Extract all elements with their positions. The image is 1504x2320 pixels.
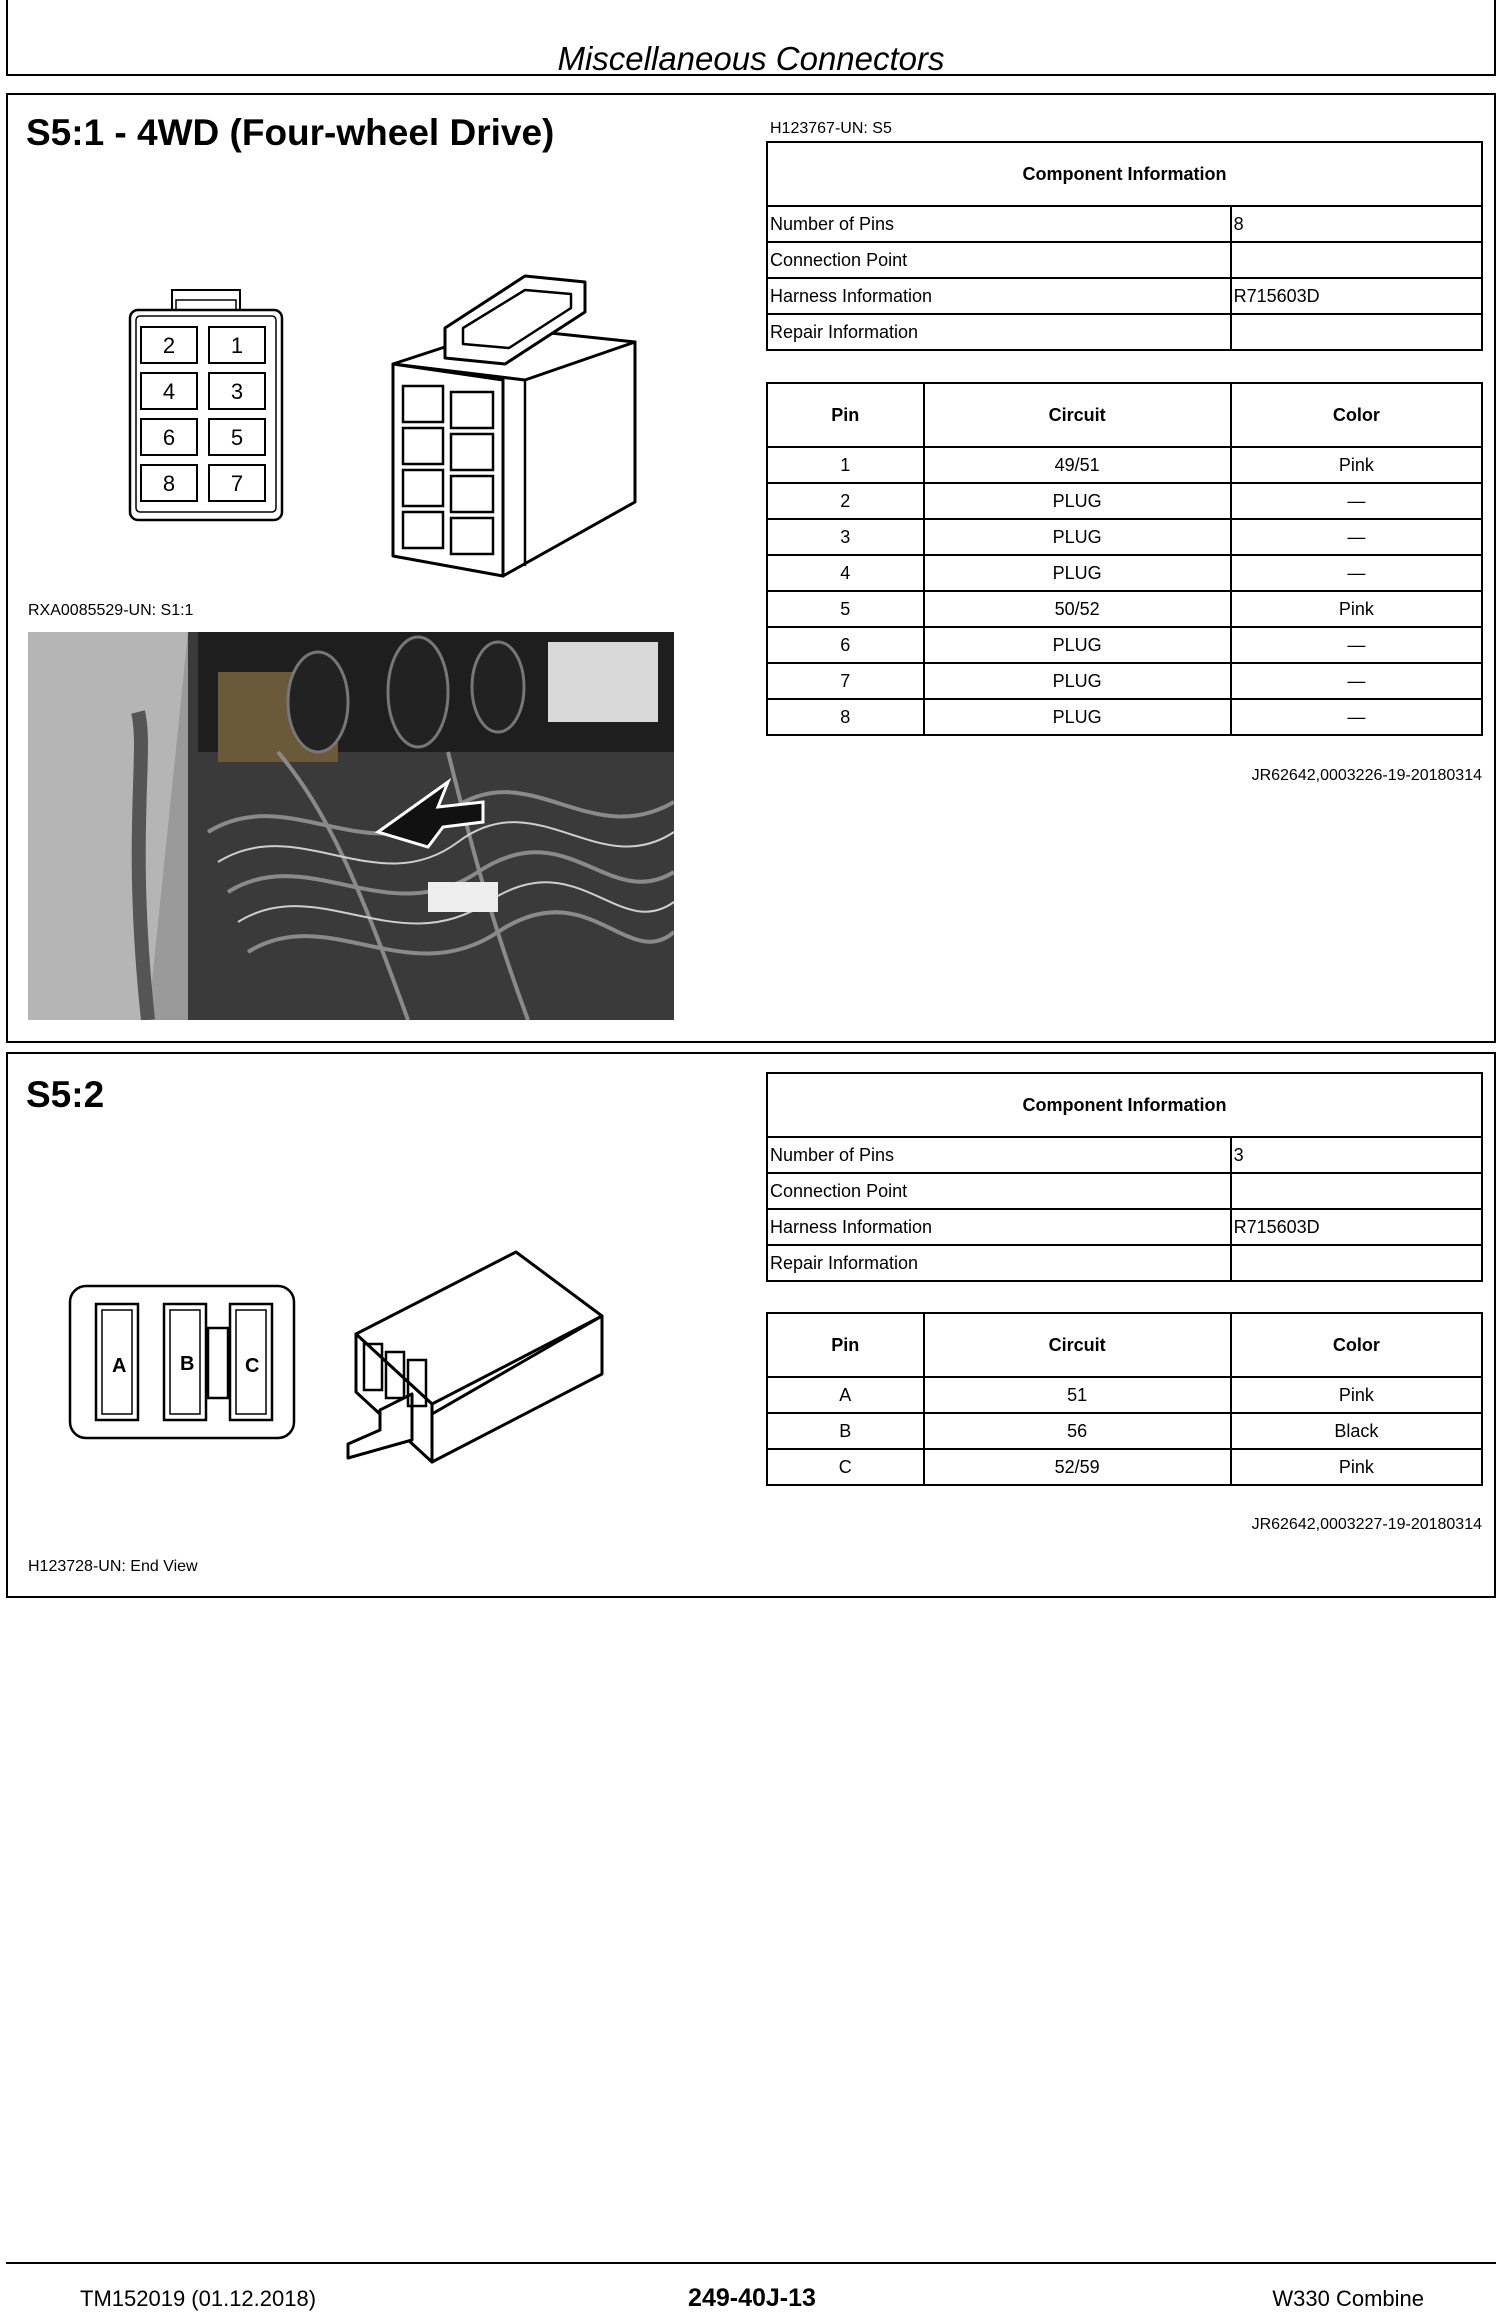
image-caption: H123728-UN: End View <box>28 1558 198 1575</box>
info-value: 8 <box>1231 206 1482 242</box>
component-info-table <box>766 141 1483 351</box>
circuit-cell: 49/51 <box>924 447 1231 483</box>
info-value: R715603D <box>1231 1209 1482 1245</box>
color-cell: — <box>1231 555 1482 591</box>
pin-grid <box>140 326 270 502</box>
circuit-cell: 52/59 <box>924 1449 1231 1485</box>
photo-caption: RXA0085529-UN: S1:1 <box>28 602 194 619</box>
circuit-column-header: Circuit <box>924 383 1231 447</box>
component-info-header: Component Information <box>767 142 1482 206</box>
connector-isometric-drawing <box>385 268 645 588</box>
info-label: Connection Point <box>767 1173 1231 1209</box>
table-row <box>767 519 1482 555</box>
info-label: Connection Point <box>767 242 1231 278</box>
circuit-cell: PLUG <box>924 555 1231 591</box>
pin-cell: 2 <box>140 326 198 364</box>
table-caption: H123767-UN: S5 <box>770 120 892 137</box>
color-cell: — <box>1231 663 1482 699</box>
color-cell: Pink <box>1231 447 1482 483</box>
table-row <box>767 1377 1482 1413</box>
info-value <box>1231 1173 1482 1209</box>
section-s5-2-title: S5:2 <box>26 1074 105 1115</box>
pin-cell: 1 <box>208 326 266 364</box>
footer-manual-id: TM152019 (01.12.2018) <box>80 2286 317 2311</box>
footer-rule <box>6 2262 1496 2264</box>
reference-id: JR62642,0003226-19-20180314 <box>1251 767 1482 784</box>
circuit-cell: 50/52 <box>924 591 1231 627</box>
page-header <box>6 0 1496 76</box>
pin-cell: 5 <box>767 591 924 627</box>
pin-cell: 5 <box>208 418 266 456</box>
pin-column-header: Pin <box>767 1313 924 1377</box>
circuit-column-header: Circuit <box>924 1313 1231 1377</box>
footer-product-name: W330 Combine <box>1272 2286 1424 2311</box>
pin-cell: 3 <box>767 519 924 555</box>
component-info-header: Component Information <box>767 1073 1482 1137</box>
info-label: Number of Pins <box>767 206 1231 242</box>
pin-cell: B <box>767 1413 924 1449</box>
pin-cell: A <box>767 1377 924 1413</box>
color-cell: — <box>1231 627 1482 663</box>
pin-table <box>766 1312 1483 1486</box>
connector-isometric-drawing <box>340 1244 620 1474</box>
pin-cell: 7 <box>767 663 924 699</box>
footer-page-number: 249-40J-13 <box>688 2284 816 2312</box>
table-row <box>767 447 1482 483</box>
pin-cell: 4 <box>140 372 198 410</box>
table-row <box>767 591 1482 627</box>
table-row <box>767 627 1482 663</box>
pin-cell: 7 <box>208 464 266 502</box>
table-row <box>767 1413 1482 1449</box>
pin-cell: 3 <box>208 372 266 410</box>
info-label: Repair Information <box>767 314 1231 350</box>
circuit-cell: 56 <box>924 1413 1231 1449</box>
info-value: 3 <box>1231 1137 1482 1173</box>
reference-id: JR62642,0003227-19-20180314 <box>1251 1516 1482 1533</box>
table-row <box>767 555 1482 591</box>
pin-cell: 8 <box>140 464 198 502</box>
info-label: Harness Information <box>767 278 1231 314</box>
pin-cell: 8 <box>767 699 924 735</box>
info-label: Number of Pins <box>767 1137 1231 1173</box>
component-info-table <box>766 1072 1483 1282</box>
pin-table <box>766 382 1483 736</box>
circuit-cell: PLUG <box>924 627 1231 663</box>
info-value <box>1231 1245 1482 1281</box>
info-value <box>1231 314 1482 350</box>
pin-cell: 6 <box>767 627 924 663</box>
color-column-header: Color <box>1231 383 1482 447</box>
circuit-cell: PLUG <box>924 519 1231 555</box>
color-cell: — <box>1231 483 1482 519</box>
color-cell: Pink <box>1231 1377 1482 1413</box>
table-row <box>767 1449 1482 1485</box>
pin-cell: 1 <box>767 447 924 483</box>
pin-column-header: Pin <box>767 383 924 447</box>
info-value <box>1231 242 1482 278</box>
connector-location-photo <box>28 632 674 1020</box>
pin-cell: 6 <box>140 418 198 456</box>
table-row <box>767 663 1482 699</box>
color-cell: — <box>1231 699 1482 735</box>
pin-label: A <box>112 1355 127 1377</box>
table-row <box>767 699 1482 735</box>
color-cell: — <box>1231 519 1482 555</box>
color-cell: Black <box>1231 1413 1482 1449</box>
pin-cell: 4 <box>767 555 924 591</box>
pin-cell: C <box>767 1449 924 1485</box>
table-row <box>767 483 1482 519</box>
circuit-cell: 51 <box>924 1377 1231 1413</box>
pin-cell: 2 <box>767 483 924 519</box>
pin-label: B <box>180 1353 195 1375</box>
page-title: Miscellaneous Connectors <box>557 40 945 77</box>
pin-label: C <box>245 1355 260 1377</box>
circuit-cell: PLUG <box>924 699 1231 735</box>
color-cell: Pink <box>1231 1449 1482 1485</box>
circuit-cell: PLUG <box>924 483 1231 519</box>
info-value: R715603D <box>1231 278 1482 314</box>
color-cell: Pink <box>1231 591 1482 627</box>
circuit-cell: PLUG <box>924 663 1231 699</box>
info-label: Repair Information <box>767 1245 1231 1281</box>
info-label: Harness Information <box>767 1209 1231 1245</box>
section-s5-1-title: S5:1 - 4WD (Four-wheel Drive) <box>26 112 555 153</box>
color-column-header: Color <box>1231 1313 1482 1377</box>
